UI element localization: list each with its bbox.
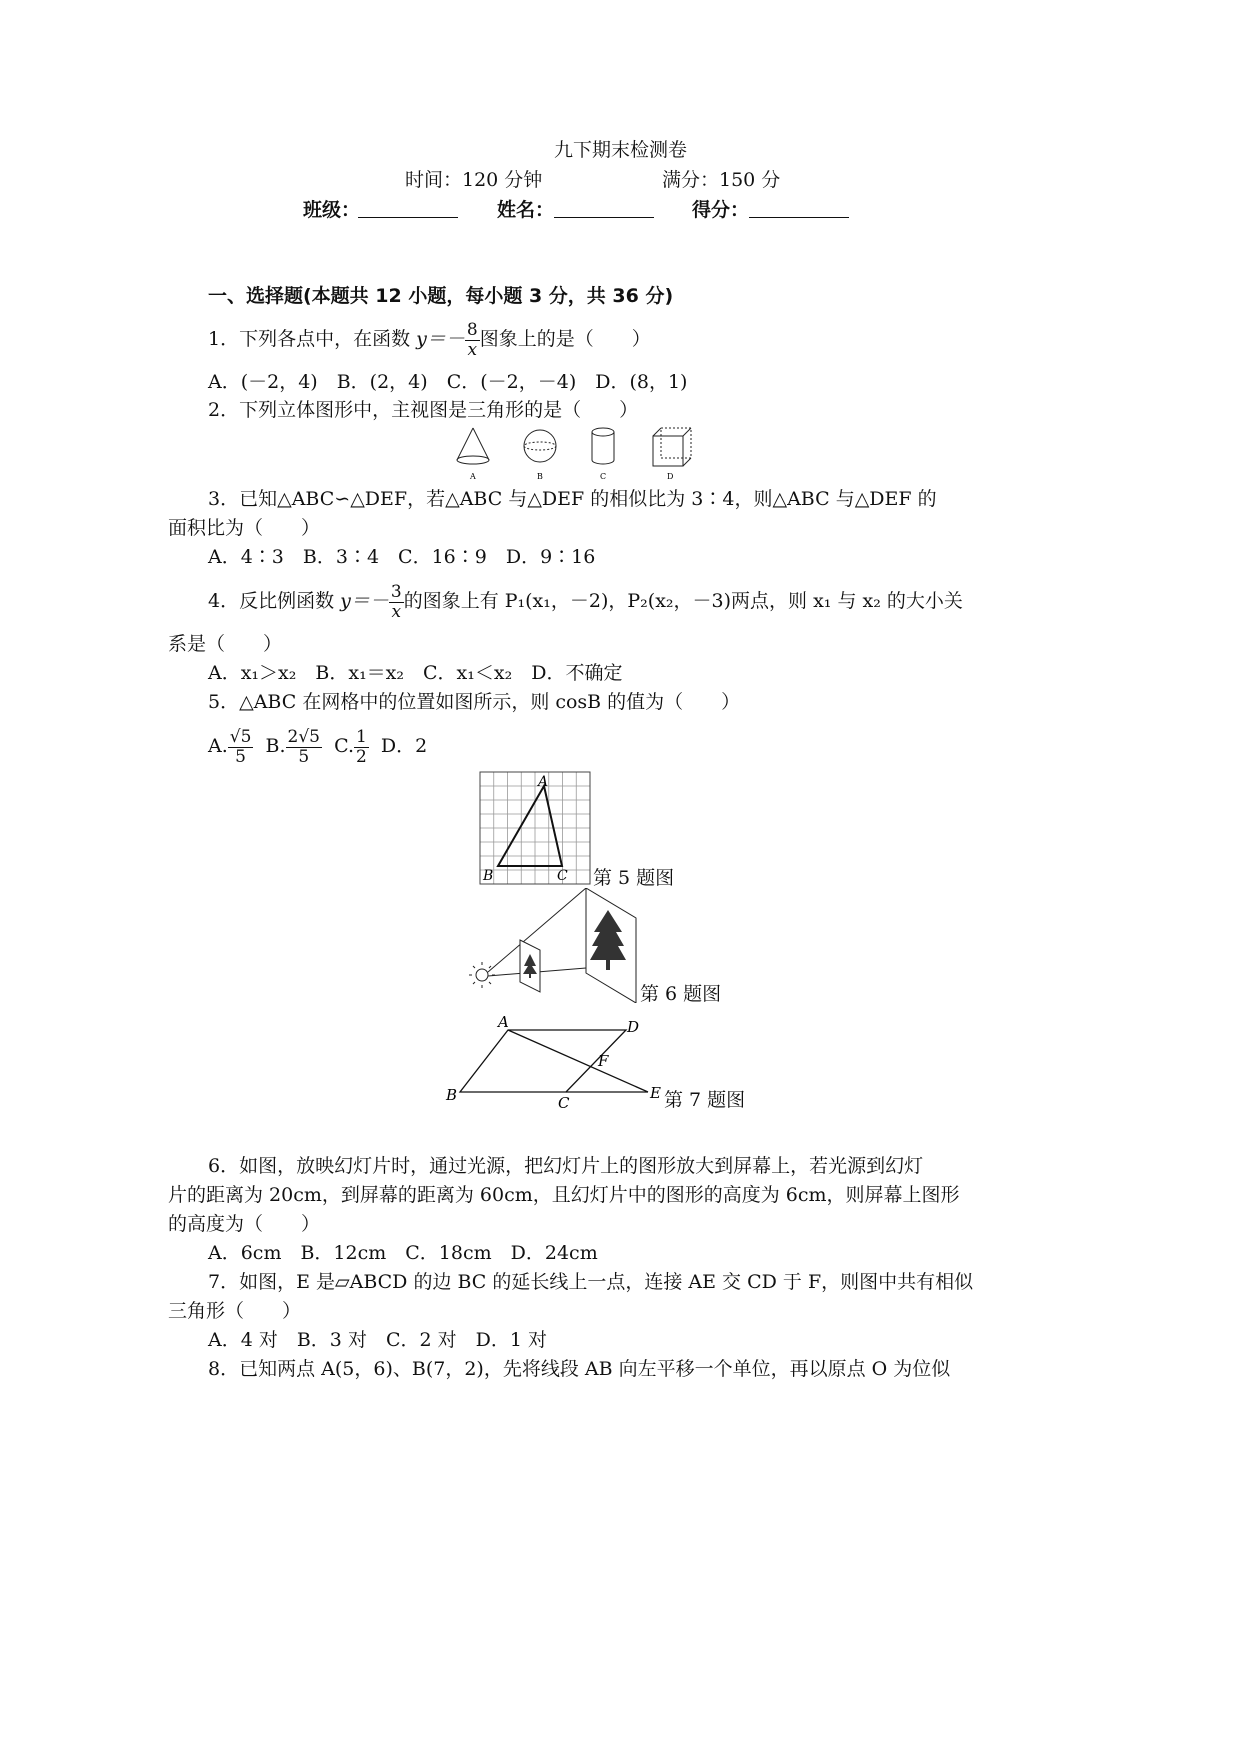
q5-c-num: 1 xyxy=(356,726,367,747)
figure-6-caption: 第 6 题图 xyxy=(640,983,722,1005)
exam-title: 九下期末检测卷 xyxy=(553,139,687,161)
q2-label-b: B xyxy=(537,472,543,481)
question-7-line1: 7．如图，E 是▱ABCD 的边 BC 的延长线上一点，连接 AE 交 CD 于 F，则图中共有相似 xyxy=(208,1271,974,1293)
question-8-line1: 8．已知两点 A(5，6)、B(7，2)，先将线段 AB 向左平移一个单位，再以原点 O 为位似 xyxy=(208,1358,951,1380)
q4-func: y＝－ xyxy=(340,590,389,612)
question-4-line2: 系是（ ） xyxy=(168,633,283,655)
q7-options: A．4 对 B．3 对 C．2 对 D．1 对 xyxy=(208,1329,547,1351)
q4-denominator: x xyxy=(391,601,402,622)
fig7-label-e: E xyxy=(650,1084,661,1102)
figure-5-caption: 第 5 题图 xyxy=(593,867,675,889)
q5-a-den: 5 xyxy=(235,746,246,767)
q1-suffix: 图象上的是（ ） xyxy=(479,328,651,350)
fig7-label-c: C xyxy=(558,1094,570,1112)
question-6-line1: 6．如图，放映幻灯片时，通过光源，把幻灯片上的图形放大到屏幕上，若光源到幻灯 xyxy=(208,1155,924,1177)
q1-prefix: 1．下列各点中，在函数 xyxy=(208,328,417,350)
label-b: B xyxy=(483,868,494,884)
q2-label-d: D xyxy=(667,472,674,481)
q4-suffix: 的图象上有 P₁(x₁，－2)，P₂(x₂，－3)两点，则 x₁ 与 x₂ 的大小关 xyxy=(403,590,963,612)
q4-prefix: 4．反比例函数 xyxy=(208,590,341,612)
fig7-label-f: F xyxy=(598,1052,609,1070)
q5-a-num: √5 xyxy=(229,726,252,747)
line-ae xyxy=(508,1030,648,1092)
question-6-line2: 片的距离为 20cm，到屏幕的距离为 60cm，且幻灯片中的图形的高度为 6cm，则屏幕上图形 xyxy=(168,1184,960,1206)
points-blank[interactable] xyxy=(749,217,849,218)
label-c: C xyxy=(557,868,568,884)
q4-fraction xyxy=(389,583,404,622)
figure-7-parallelogram xyxy=(440,1012,670,1112)
class-blank[interactable] xyxy=(358,217,458,218)
cone-figure xyxy=(457,428,489,464)
q5-option-a-fraction xyxy=(228,728,254,767)
q1-fraction xyxy=(465,321,480,360)
cube-figure xyxy=(653,428,691,466)
question-3-line1: 3．已知△ABC∽△DEF，若△ABC 与△DEF 的相似比为 3∶4，则△ABC 与△DEF 的 xyxy=(208,488,937,510)
q5-option-d: D．2 xyxy=(380,735,428,757)
class-label: 班级： xyxy=(303,199,361,221)
points-label: 得分： xyxy=(692,199,750,221)
question-4 xyxy=(208,578,963,624)
sphere-figure xyxy=(524,430,556,462)
question-6-line3: 的高度为（ ） xyxy=(168,1213,321,1235)
question-1 xyxy=(208,316,651,362)
q1-func: y＝－ xyxy=(416,328,465,350)
q5-c-den: 2 xyxy=(356,746,367,767)
q5-b-num: 2√5 xyxy=(287,726,320,747)
figure-5-grid xyxy=(478,770,593,888)
q1-options: A．(－2，4) B．(2，4) C．(－2，－4) D．(8，1) xyxy=(208,371,688,393)
q4-options: A．x₁＞x₂ B．x₁＝x₂ C．x₁＜x₂ D．不确定 xyxy=(208,662,623,684)
q5-option-b-fraction xyxy=(286,728,322,767)
q5-b-den: 5 xyxy=(298,746,310,767)
q1-denominator: x xyxy=(467,339,478,360)
q5-option-a: A. xyxy=(208,735,228,757)
name-label: 姓名： xyxy=(497,199,555,221)
figure-6-projector xyxy=(468,888,643,1003)
q2-label-c: C xyxy=(600,472,607,481)
q2-solid-figures xyxy=(445,424,705,484)
q1-numerator: 8 xyxy=(466,319,478,340)
q5-option-b: B. xyxy=(265,735,286,757)
q5-option-c-fraction xyxy=(354,728,369,767)
question-3-line2: 面积比为（ ） xyxy=(168,517,321,539)
section-heading: 一、选择题(本题共 12 小题，每小题 3 分，共 36 分) xyxy=(208,285,674,307)
label-a: A xyxy=(538,774,549,790)
q6-options: A．6cm B．12cm C．18cm D．24cm xyxy=(208,1242,598,1264)
question-5: 5．△ABC 在网格中的位置如图所示，则 cosB 的值为（ ） xyxy=(208,691,741,713)
q4-numerator: 3 xyxy=(390,581,402,602)
name-blank[interactable] xyxy=(554,217,654,218)
light-source-icon xyxy=(469,962,495,988)
q3-options: A．4∶3 B．3∶4 C．16∶9 D．9∶16 xyxy=(208,546,596,568)
fig7-label-d: D xyxy=(627,1018,640,1036)
question-2: 2．下列立体图形中，主视图是三角形的是（ ） xyxy=(208,399,639,421)
cylinder-figure xyxy=(592,428,614,464)
q2-label-a: A xyxy=(470,472,476,481)
q5-options xyxy=(208,722,427,770)
question-7-line2: 三角形（ ） xyxy=(168,1300,302,1322)
fig7-label-b: B xyxy=(446,1086,458,1104)
fig7-label-a: A xyxy=(498,1013,509,1031)
exam-full-score: 满分：150 分 xyxy=(662,169,781,191)
figure-7-caption: 第 7 题图 xyxy=(664,1089,746,1111)
q5-option-c: C. xyxy=(334,735,354,757)
exam-time: 时间：120 分钟 xyxy=(405,169,543,191)
